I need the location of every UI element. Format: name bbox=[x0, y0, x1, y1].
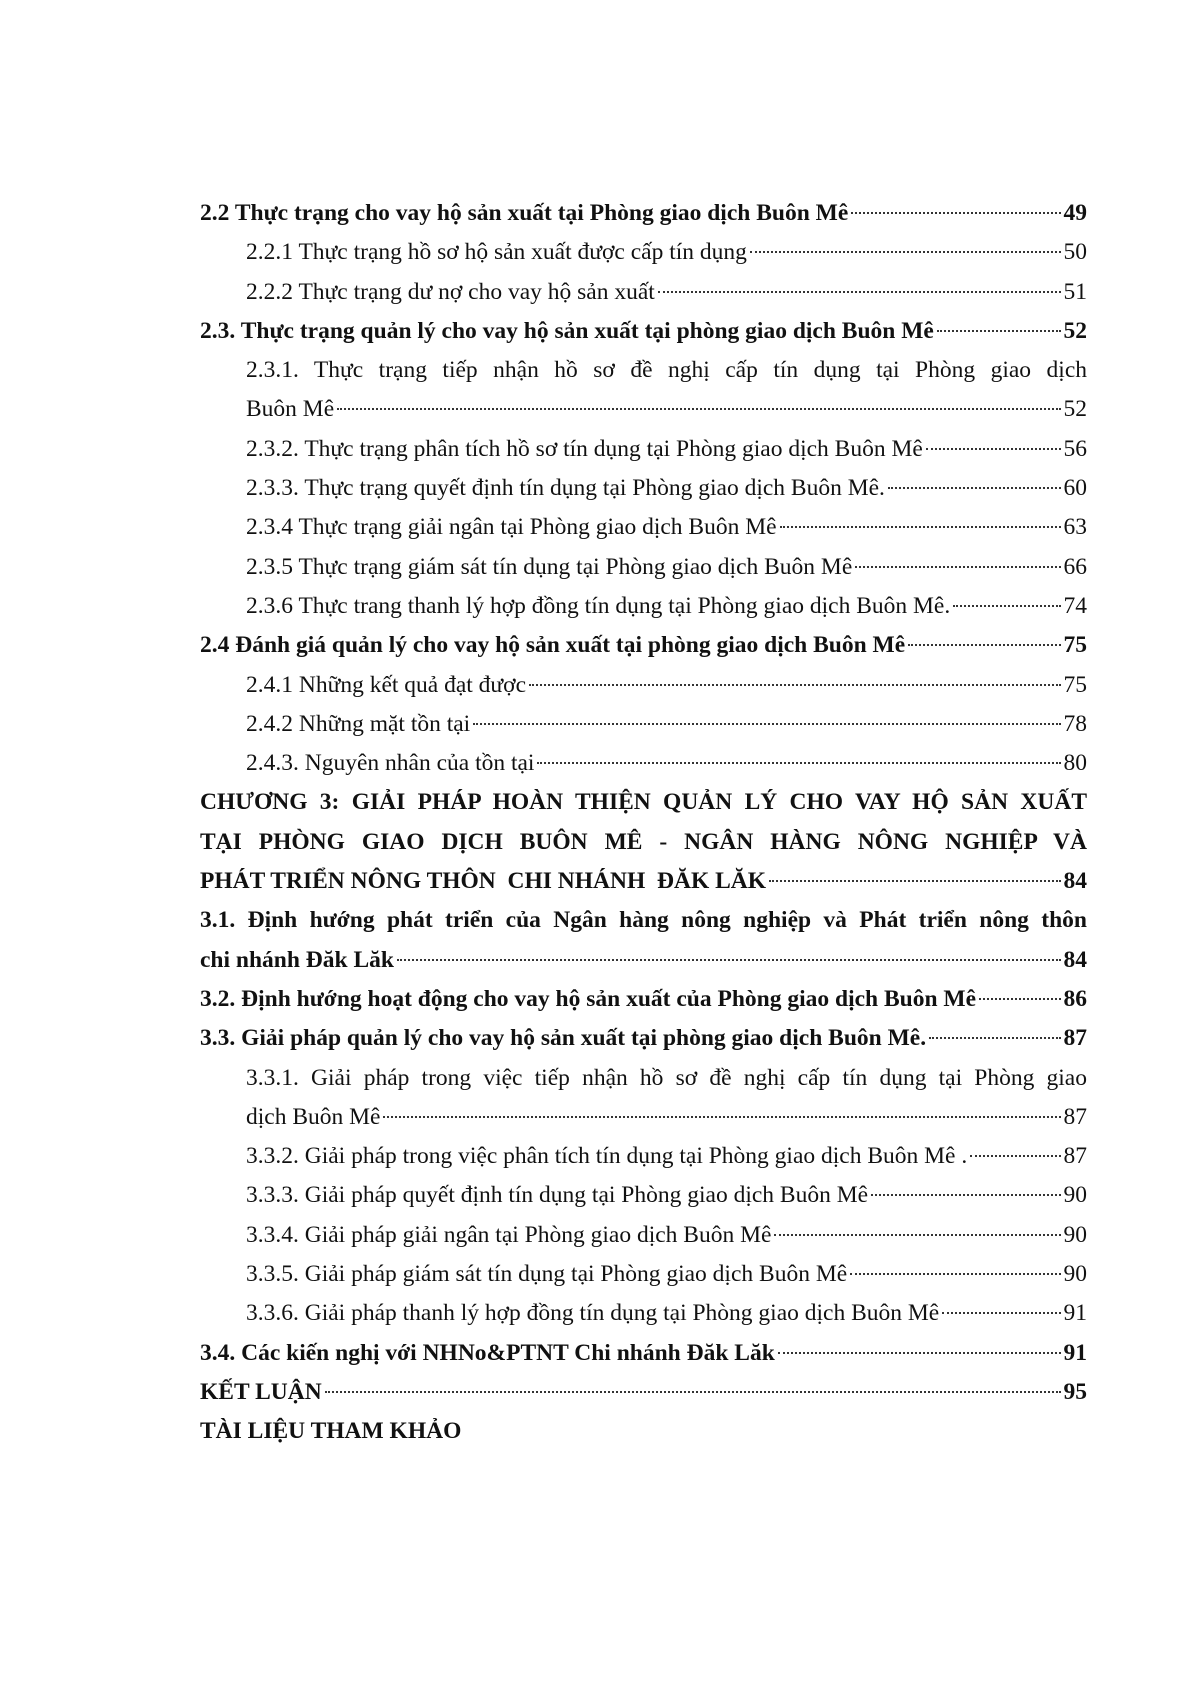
toc-page-number: 52 bbox=[1063, 396, 1087, 423]
toc-page-number: 66 bbox=[1063, 553, 1087, 580]
toc-entry-title: 2.3.2. Thực trạng phân tích hồ sơ tín dụng tại Phòng giao dịch Buôn Mê bbox=[246, 435, 923, 462]
toc-entry-title: 2.2.1 Thực trạng hồ sơ hộ sản xuất được cấp tín dụng bbox=[246, 239, 747, 266]
dot-leader bbox=[778, 1351, 1061, 1354]
toc-page-number: 56 bbox=[1063, 435, 1087, 462]
dot-leader bbox=[383, 1115, 1060, 1118]
toc-entry-2-4-1 bbox=[200, 666, 1087, 705]
toc-entry-title: KẾT LUẬN bbox=[200, 1378, 322, 1405]
toc-entry-title: 3.3.2. Giải pháp trong việc phân tích tín dụng tại Phòng giao dịch Buôn Mê . bbox=[246, 1143, 968, 1170]
toc-entry-3-3-6 bbox=[200, 1294, 1087, 1333]
dot-leader bbox=[979, 997, 1060, 1000]
toc-entry-2-4-2 bbox=[200, 705, 1087, 744]
dot-leader bbox=[850, 1272, 1060, 1275]
toc-entry-3-4 bbox=[200, 1334, 1087, 1373]
toc-page-number: 75 bbox=[1063, 632, 1087, 659]
toc-entry-title: 3.3. Giải pháp quản lý cho vay hộ sản xuất tại phòng giao dịch Buôn Mê. bbox=[200, 1025, 927, 1052]
dot-leader bbox=[929, 1036, 1060, 1039]
dot-leader bbox=[337, 407, 1060, 410]
toc-entry-3-3-4 bbox=[200, 1216, 1087, 1255]
toc-entry-2-3-1-line1: 2.3.1. Thực trạng tiếp nhận hồ sơ đề nghị cấp tín dụng tại Phòng giao dịch bbox=[246, 357, 1087, 384]
toc-page-number: 84 bbox=[1063, 946, 1087, 973]
toc-entry-2-3-2 bbox=[200, 430, 1087, 469]
toc-chapter-3-line3 bbox=[200, 862, 1087, 901]
toc-page-number: 91 bbox=[1063, 1339, 1087, 1366]
toc-entry-2-3-6 bbox=[200, 587, 1087, 626]
dot-leader bbox=[970, 1154, 1060, 1157]
toc-entry-title: chi nhánh Đăk Lăk bbox=[200, 946, 394, 973]
toc-chapter-3-line1: CHƯƠNG 3: GIẢI PHÁP HOÀN THIỆN QUẢN LÝ CHO VAY HỘ SẢN XUẤT bbox=[200, 789, 1087, 816]
toc-entry-3-3-1-line2 bbox=[200, 1098, 1087, 1137]
toc-entry-title: 2.2 Thực trạng cho vay hộ sản xuất tại Phòng giao dịch Buôn Mê bbox=[200, 200, 849, 226]
dot-leader bbox=[942, 1311, 1060, 1314]
dot-leader bbox=[888, 486, 1061, 489]
toc-entry-tai-lieu-tham-khao: TÀI LIỆU THAM KHẢO bbox=[200, 1418, 462, 1445]
dot-leader bbox=[780, 525, 1061, 528]
toc-entry-2-4-3 bbox=[200, 744, 1087, 783]
toc-entry-title: 2.4.3. Nguyên nhân của tồn tại bbox=[246, 750, 535, 777]
toc-entry-title: 2.3. Thực trạng quản lý cho vay hộ sản xuất tại phòng giao dịch Buôn Mê bbox=[200, 317, 934, 344]
toc-entry-title: 2.3.5 Thực trạng giám sát tín dụng tại Phòng giao dịch Buôn Mê bbox=[246, 553, 853, 580]
toc-entry-2-3-1-line2 bbox=[200, 390, 1087, 429]
toc-entry-3-3-5 bbox=[200, 1255, 1087, 1294]
toc-entry-title: 3.3.3. Giải pháp quyết định tín dụng tại Phòng giao dịch Buôn Mê bbox=[246, 1182, 869, 1209]
toc-entry-3-3-2 bbox=[200, 1137, 1087, 1176]
toc-entry-title: 2.3.6 Thực trang thanh lý hợp đồng tín dụng tại Phòng giao dịch Buôn Mê. bbox=[246, 592, 951, 619]
toc-page-number: 86 bbox=[1063, 985, 1087, 1012]
toc-page-number: 52 bbox=[1063, 317, 1087, 344]
toc-entry-title: Buôn Mê bbox=[246, 396, 335, 423]
toc-entry-title: 2.4.2 Những mặt tồn tại bbox=[246, 710, 471, 737]
toc-entry-2-3-4 bbox=[200, 508, 1087, 547]
toc-page-number: 63 bbox=[1063, 514, 1087, 541]
toc-entry-2-3 bbox=[200, 312, 1087, 351]
toc-entry-2-2-1 bbox=[200, 233, 1087, 272]
toc-entry-3-2 bbox=[200, 980, 1087, 1019]
toc-page-number: 91 bbox=[1063, 1300, 1087, 1327]
toc-page-number: 75 bbox=[1063, 671, 1087, 698]
toc-page-number: 49 bbox=[1063, 200, 1087, 226]
toc-entry-title: 2.3.3. Thực trạng quyết định tín dụng tại Phòng giao dịch Buôn Mê. bbox=[246, 475, 885, 502]
dot-leader bbox=[855, 565, 1060, 568]
toc-page-number: 90 bbox=[1063, 1261, 1087, 1288]
dot-leader bbox=[871, 1193, 1060, 1196]
dot-leader bbox=[658, 290, 1061, 293]
dot-leader bbox=[529, 683, 1060, 686]
toc-entry-3-3 bbox=[200, 1019, 1087, 1058]
toc-entry-3-1-line1: 3.1. Định hướng phát triển của Ngân hàng nông nghiệp và Phát triển nông thôn bbox=[200, 907, 1087, 934]
toc-page-number: 60 bbox=[1063, 475, 1087, 502]
dot-leader bbox=[750, 250, 1061, 253]
toc-entry-title: dịch Buôn Mê bbox=[246, 1103, 381, 1130]
dot-leader bbox=[537, 761, 1060, 764]
dot-leader bbox=[473, 722, 1060, 725]
toc-entry-title: 3.3.5. Giải pháp giám sát tín dụng tại Phòng giao dịch Buôn Mê bbox=[246, 1261, 848, 1288]
dot-leader bbox=[953, 604, 1060, 607]
toc-entry-title: 3.3.4. Giải pháp giải ngân tại Phòng giao dịch Buôn Mê bbox=[246, 1221, 772, 1248]
dot-leader bbox=[937, 329, 1061, 332]
toc-entry-2-4 bbox=[200, 626, 1087, 665]
toc-entry-3-3-3 bbox=[200, 1176, 1087, 1215]
toc-entry-2-2 bbox=[200, 194, 1087, 233]
toc-page-number: 87 bbox=[1063, 1143, 1087, 1170]
toc-page-number: 80 bbox=[1063, 750, 1087, 777]
toc-page-number: 84 bbox=[1063, 868, 1087, 895]
toc-entry-2-3-5 bbox=[200, 548, 1087, 587]
toc-page-number: 90 bbox=[1063, 1182, 1087, 1209]
toc-entry-2-3-3 bbox=[200, 469, 1087, 508]
toc-entry-title: 2.2.2 Thực trạng dư nợ cho vay hộ sản xuất bbox=[246, 278, 655, 305]
table-of-contents bbox=[200, 194, 1087, 1452]
toc-page-number: 87 bbox=[1063, 1025, 1087, 1052]
toc-entry-title: 2.4.1 Những kết quả đạt được bbox=[246, 671, 527, 698]
dot-leader bbox=[851, 211, 1060, 214]
toc-page-number: 74 bbox=[1063, 592, 1087, 619]
toc-page-number: 78 bbox=[1063, 710, 1087, 737]
toc-entry-title: 3.4. Các kiến nghị với NHNo&PTNT Chi nhánh Đăk Lăk bbox=[200, 1339, 775, 1366]
toc-page-number: 51 bbox=[1063, 278, 1087, 305]
dot-leader bbox=[926, 447, 1061, 450]
dot-leader bbox=[397, 958, 1061, 961]
toc-entry-3-3-1-line1: 3.3.1. Giải pháp trong việc tiếp nhận hồ sơ đề nghị cấp tín dụng tại Phòng giao bbox=[246, 1064, 1087, 1091]
toc-page-number: 90 bbox=[1063, 1221, 1087, 1248]
toc-entry-title: 3.2. Định hướng hoạt động cho vay hộ sản xuất của Phòng giao dịch Buôn Mê bbox=[200, 985, 977, 1012]
dot-leader bbox=[325, 1390, 1061, 1393]
toc-entry-3-1-line2 bbox=[200, 941, 1087, 980]
toc-entry-title: 2.3.4 Thực trạng giải ngân tại Phòng giao dịch Buôn Mê bbox=[246, 514, 777, 541]
toc-entry-ket-luan bbox=[200, 1373, 1087, 1412]
toc-entry-title: PHÁT TRIỂN NÔNG THÔN CHI NHÁNH ĐĂK LĂK bbox=[200, 868, 767, 895]
dot-leader bbox=[908, 643, 1060, 646]
toc-chapter-3-line2: TẠI PHÒNG GIAO DỊCH BUÔN MÊ - NGÂN HÀNG NÔNG NGHIỆP VÀ bbox=[200, 828, 1087, 855]
toc-entry-2-2-2 bbox=[200, 273, 1087, 312]
toc-page-number: 87 bbox=[1063, 1103, 1087, 1130]
toc-entry-title: 3.3.6. Giải pháp thanh lý hợp đồng tín dụng tại Phòng giao dịch Buôn Mê bbox=[246, 1300, 940, 1327]
toc-entry-title: 2.4 Đánh giá quản lý cho vay hộ sản xuất tại phòng giao dịch Buôn Mê bbox=[200, 632, 906, 659]
toc-page-number: 95 bbox=[1063, 1378, 1087, 1405]
toc-page-number: 50 bbox=[1063, 239, 1087, 266]
dot-leader bbox=[769, 879, 1060, 882]
dot-leader bbox=[774, 1233, 1060, 1236]
